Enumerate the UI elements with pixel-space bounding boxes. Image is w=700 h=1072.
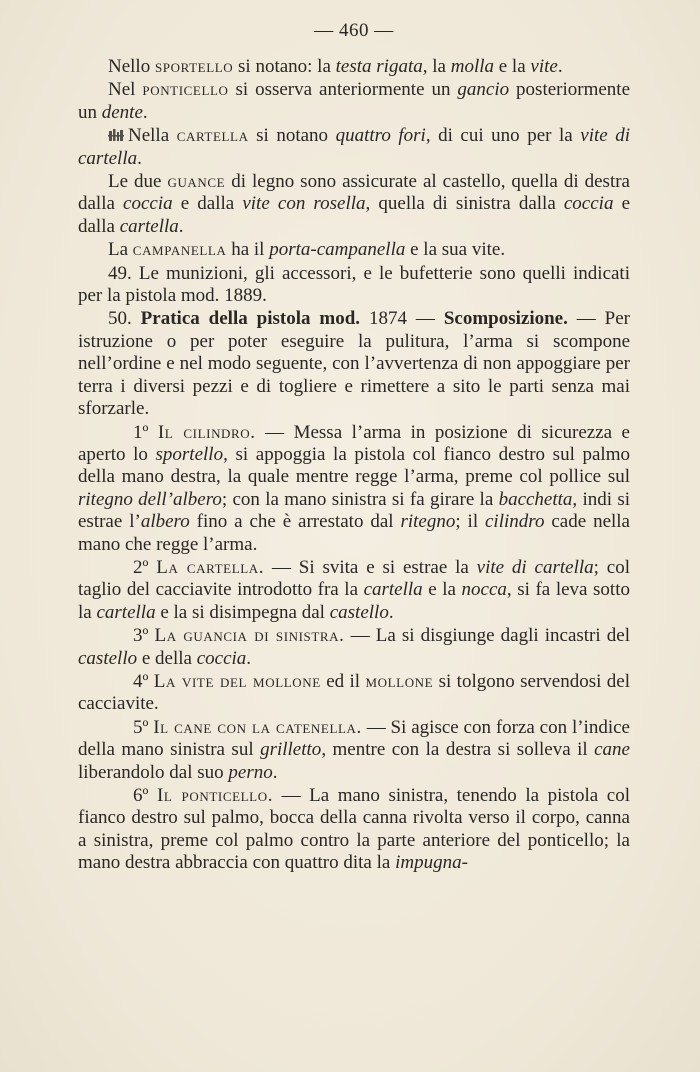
text-run: Il cane con la catenella.: [153, 716, 362, 738]
text-run: sportello: [155, 443, 224, 465]
paragraph-p8: [78, 422, 630, 556]
text-run: 4º: [133, 670, 154, 692]
paragraph-p7: [78, 308, 630, 420]
text-run: testa rigata: [335, 56, 423, 77]
text-run: posteriormente un: [78, 79, 631, 123]
text-run: si tolgono servendosi del cacciavite.: [78, 670, 630, 715]
text-run: — Si svita e si estrae la: [264, 556, 477, 578]
text-run: vite con rosella: [242, 193, 366, 215]
text-run: 49. Le munizioni, gli accessori, e le bufetterie sono quelli indicati per la pistola mod. 1889.: [78, 262, 630, 307]
text-run: Pratica della pistola mod.: [140, 308, 361, 330]
text-run: bacchetta: [498, 488, 573, 510]
text-run: mollone: [365, 670, 434, 692]
text-run: quattro fori: [335, 125, 426, 147]
text-run: .: [142, 101, 148, 123]
text-run: Nella: [128, 125, 177, 147]
text-run: , quella di sinistra dalla: [365, 193, 564, 215]
text-run: cilindro: [485, 511, 545, 533]
text-run: di legno sono assicurate al castello, quella di destra dalla: [78, 171, 630, 215]
text-run: ritegno dell’albero: [78, 488, 222, 510]
text-run: e della: [137, 647, 197, 669]
text-run: .: [246, 647, 252, 669]
text-run: fino a che è arrestato dal: [189, 511, 401, 533]
text-run: ponticello: [142, 79, 229, 101]
text-run: Scomposizione.: [443, 308, 568, 330]
paragraph-p4: [78, 171, 630, 238]
text-run: ; col taglio del cacciavite introdotto fra la: [78, 556, 630, 601]
paragraph-p1: [78, 56, 630, 78]
text-run: 1874 —: [360, 308, 444, 330]
text-run: 6º: [133, 785, 157, 806]
paragraph-p9: [78, 557, 630, 624]
paragraph-p10: [78, 625, 630, 670]
paragraph-p2: [78, 79, 630, 124]
text-run: ; il: [455, 511, 485, 533]
text-run: , di cui uno per la: [425, 125, 581, 147]
text-run: ; con la mano sinistra si fa girare la: [221, 488, 499, 510]
text-run: e la si disimpegna dal: [155, 601, 330, 623]
text-run: Nel: [108, 79, 143, 101]
text-run: liberandolo dal suo: [78, 761, 229, 783]
text-run: — Messa l’arma in posizione di sicurezza e aperto lo: [78, 421, 630, 465]
text-run: , si appoggia la pistola col fianco destro sul palmo della mano destra, la quale mentre regge l’arma, preme col pollice sul: [78, 443, 630, 488]
text-run: si notano: la: [233, 56, 336, 77]
text-run: .: [388, 601, 394, 623]
text-run: vite di cartella: [78, 125, 631, 169]
text-run: ha il: [226, 239, 270, 261]
text-run: Nello: [108, 56, 155, 77]
text-run: impugna-: [395, 852, 468, 874]
text-run: La vite del mollone: [153, 670, 321, 692]
text-run: — Per istruzione o per poter eseguire la pulitura, l’arma si scompone nell’ordine e nel modo seguente, con l’avvertenza di non appoggiare per terra i diversi pezzi e di togliere e rimettere a sito le parti senza mai sforzarle.: [78, 308, 631, 420]
text-run: cade nella mano che regge l’arma.: [78, 511, 630, 555]
text-run: albero: [140, 511, 190, 533]
text-run: .: [137, 147, 142, 169]
text-run: La guancia di sinistra.: [154, 625, 345, 647]
text-run: .: [557, 56, 563, 77]
text-run: vite: [530, 56, 558, 77]
text-run: , la: [422, 56, 451, 77]
paragraph-p5: [78, 239, 630, 261]
text-run: e la sua vite.: [405, 239, 506, 261]
text-run: grilletto: [260, 739, 322, 761]
text-run: La cartella.: [156, 556, 265, 578]
text-run: si osserva anteriormente un: [228, 79, 458, 101]
text-run: 50.: [108, 308, 141, 330]
text-run: campanella: [132, 239, 227, 261]
text-run: dente: [101, 101, 143, 123]
text-run: Il cilindro.: [157, 421, 256, 443]
text-run: ed il: [320, 670, 366, 692]
text-run: coccia: [563, 193, 614, 215]
text-run: coccia: [196, 647, 247, 669]
text-run: , si fa leva sotto la: [78, 579, 630, 623]
text-run: — Si agisce con forza con l’indice della mano sinistra sul: [78, 716, 630, 761]
paragraph-p13: [78, 785, 630, 875]
text-run: guance: [167, 171, 226, 193]
text-run: cartella: [119, 215, 179, 237]
text-run: castello: [329, 601, 389, 623]
text-run: si notano: [248, 125, 336, 147]
text-run: nocca: [461, 579, 507, 601]
page-number: — 460 —: [314, 20, 394, 41]
text-run: , mentre con la destra si solleva il: [321, 739, 595, 761]
text-run: 2º: [133, 556, 157, 578]
text-run: e la: [422, 579, 462, 601]
page-body-text: [78, 56, 630, 875]
text-run: cartella: [363, 579, 423, 601]
text-run: cane: [594, 739, 630, 761]
text-run: 5º: [133, 716, 154, 738]
paragraph-p6: [78, 263, 630, 308]
text-run: — La si disgiunge dagli incastri del: [344, 625, 630, 647]
text-run: e dalla: [172, 193, 243, 215]
text-run: — La mano sinistra, tenendo la pistola col fianco destro sul palmo, bocca della canna rivolta verso il corpo, canna a sinistra, preme col palmo contro la parte anteriore del ponticello; la mano destra abbraccia con quattro dita la: [78, 785, 630, 874]
text-run: coccia: [123, 193, 173, 215]
text-run: Le due: [108, 171, 168, 193]
paragraph-p11: [78, 671, 630, 716]
paragraph-p12: [78, 717, 630, 784]
text-run: castello: [78, 647, 138, 669]
text-run: .: [272, 761, 278, 783]
text-run: cartella: [96, 601, 156, 623]
text-run: 3º: [133, 625, 155, 647]
text-run: , indi si estrae l’: [78, 488, 630, 533]
text-run: 1º: [133, 421, 158, 443]
text-run: Il ponticello.: [156, 785, 274, 806]
text-run: La: [108, 239, 133, 261]
text-run: porta-campanella: [269, 239, 406, 261]
printer-ornament-icon: [108, 128, 124, 142]
text-run: sportello: [154, 56, 234, 77]
text-run: .: [178, 215, 184, 237]
text-run: e la: [494, 56, 531, 77]
text-run: ritegno: [400, 511, 456, 533]
text-run: molla: [450, 56, 494, 77]
paragraph-p3: [78, 125, 630, 170]
text-run: gancio: [457, 79, 510, 101]
text-run: vite di cartella: [476, 556, 594, 578]
text-run: cartella: [176, 125, 249, 147]
text-run: perno: [228, 761, 273, 783]
text-run: e dalla: [78, 193, 631, 237]
